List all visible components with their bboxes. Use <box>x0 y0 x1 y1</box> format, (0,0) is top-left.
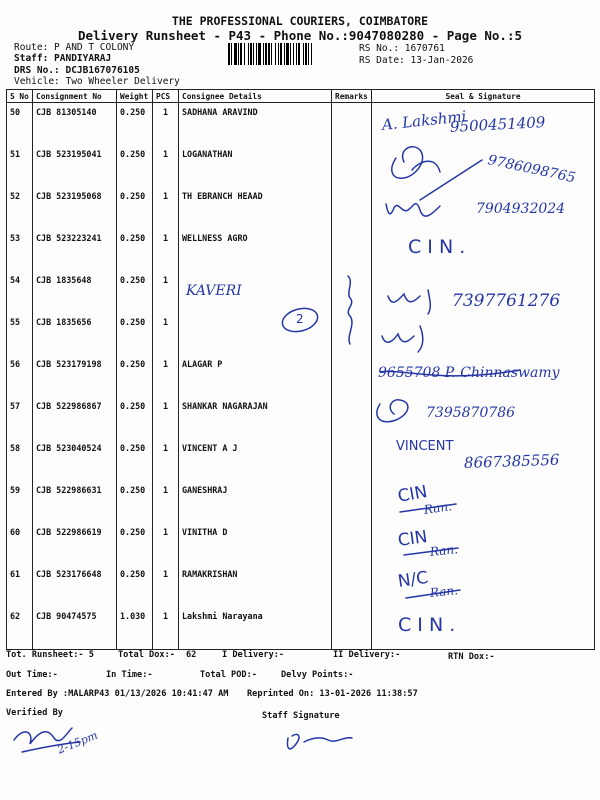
col-remarks-header: Remarks <box>332 90 372 103</box>
weight-cell: 0.250 <box>117 397 153 439</box>
pcs-cell: 1 <box>153 481 179 523</box>
consignment-cell: CJB 523040524 <box>33 439 117 481</box>
remarks-cell <box>332 439 372 481</box>
phone-r56: 9655708 P. Chinnaswamy <box>378 365 560 381</box>
rs-date: RS Date: 13-Jan-2026 <box>359 55 474 66</box>
barcode-bar <box>311 43 312 65</box>
barcode-bar <box>268 43 270 65</box>
sno-cell: 57 <box>7 397 33 439</box>
signature-r50: A. Lakshmi <box>381 107 468 134</box>
barcode-bar <box>256 43 257 65</box>
table-row <box>7 229 595 271</box>
rtn-dox: RTN Dox:- <box>448 652 495 662</box>
note-r53: C I N . <box>408 236 466 258</box>
remarks-cell <box>332 397 372 439</box>
sno-cell: 62 <box>7 607 33 650</box>
pcs-cell: 1 <box>153 313 179 355</box>
staff-signature-label: Staff Signature <box>262 711 340 721</box>
sno-cell: 61 <box>7 565 33 607</box>
weight-cell: 0.250 <box>117 439 153 481</box>
phone-r51: 9786098765 <box>486 152 577 187</box>
sno-cell: 58 <box>7 439 33 481</box>
barcode-bar <box>265 43 267 65</box>
barcode-bar <box>231 43 232 65</box>
consignment-cell: CJB 523176648 <box>33 565 117 607</box>
weight-cell: 0.250 <box>117 103 153 146</box>
table-row <box>7 565 595 607</box>
col-weight-header: Weight <box>117 90 153 103</box>
consignment-cell: CJB 523179198 <box>33 355 117 397</box>
sno-cell: 50 <box>7 103 33 146</box>
consignee-cell: WELLNESS AGRO <box>179 229 332 271</box>
drs-number: DRS No.: DCJB167076105 <box>14 65 140 76</box>
sno-cell: 54 <box>7 271 33 313</box>
name-r58: VINCENT <box>396 439 454 454</box>
consignee-cell: SHANKAR NAGARAJAN <box>179 397 332 439</box>
remarks-cell <box>332 355 372 397</box>
note-r59-b: Ran. <box>423 499 453 517</box>
barcode-bar <box>238 43 239 65</box>
pcs-cell: 1 <box>153 187 179 229</box>
barcode-bar <box>253 43 254 65</box>
pcs-cell: 1 <box>153 355 179 397</box>
ii-delivery: II Delivery:- <box>333 650 401 660</box>
remarks-cell <box>332 313 372 355</box>
barcode-bar <box>271 43 272 65</box>
consignee-cell <box>179 313 332 355</box>
i-delivery: I Delivery:- <box>222 650 285 660</box>
consignment-cell: CJB 523195041 <box>33 145 117 187</box>
delvy-points: Delvy Points:- <box>281 670 354 680</box>
remarks-cell <box>332 271 372 313</box>
consignment-cell: CJB 1835648 <box>33 271 117 313</box>
sno-cell: 55 <box>7 313 33 355</box>
table-row <box>7 607 595 650</box>
weight-cell: 0.250 <box>117 145 153 187</box>
pcs-cell: 1 <box>153 103 179 146</box>
note-r59: CIN <box>396 482 429 507</box>
note-r62: C I N . <box>398 614 456 636</box>
barcode-bar <box>303 43 304 65</box>
weight-cell: 0.250 <box>117 313 153 355</box>
note-r61: N/C <box>396 567 430 592</box>
weight-cell: 0.250 <box>117 355 153 397</box>
barcode-bar <box>228 43 230 65</box>
pcs-cell: 1 <box>153 565 179 607</box>
barcode-bar <box>293 43 294 65</box>
note-r60: CIN <box>396 526 429 551</box>
barcode-bar <box>305 43 307 65</box>
barcode-bar <box>250 43 252 65</box>
company-title: THE PROFESSIONAL COURIERS, COIMBATORE <box>171 14 429 28</box>
remarks-cell <box>332 481 372 523</box>
barcode-bar <box>290 43 291 65</box>
sno-cell: 60 <box>7 523 33 565</box>
consignee-cell: GANESHRAJ <box>179 481 332 523</box>
barcode-bar <box>308 43 309 65</box>
remarks-cell <box>332 565 372 607</box>
remarks-cell <box>332 523 372 565</box>
sno-cell: 59 <box>7 481 33 523</box>
consignment-cell: CJB 522986619 <box>33 523 117 565</box>
barcode-bar <box>278 43 279 65</box>
barcode-bar <box>240 43 242 65</box>
weight-cell: 0.250 <box>117 229 153 271</box>
barcode-bar <box>258 43 261 65</box>
circled-count: 2 <box>296 312 304 326</box>
col-consignee-header: Consignee Details <box>179 90 332 103</box>
remarks-cell <box>332 103 372 146</box>
consignee-cell: VINCENT A J <box>179 439 332 481</box>
weight-cell: 0.250 <box>117 481 153 523</box>
phone-r52: 7904932024 <box>476 201 566 217</box>
weight-cell: 0.250 <box>117 271 153 313</box>
consignment-cell: CJB 523223241 <box>33 229 117 271</box>
consignment-cell: CJB 90474575 <box>33 607 117 650</box>
signature-cell <box>372 313 595 355</box>
consignee-cell: SADHANA ARAVIND <box>179 103 332 146</box>
table-header-row <box>7 90 595 103</box>
staff-signature <box>287 734 352 748</box>
pcs-cell: 1 <box>153 439 179 481</box>
sno-cell: 53 <box>7 229 33 271</box>
pcs-cell: 1 <box>153 397 179 439</box>
consignment-cell: CJB 522986867 <box>33 397 117 439</box>
barcode-bar <box>286 43 289 65</box>
consignment-cell: CJB 522986631 <box>33 481 117 523</box>
consignment-cell: CJB 523195068 <box>33 187 117 229</box>
pcs-cell: 1 <box>153 607 179 650</box>
phone-r54: 7397761276 <box>452 291 561 311</box>
barcode-bar <box>284 43 285 65</box>
pcs-cell: 1 <box>153 229 179 271</box>
total-dox-value: 62 <box>186 650 197 660</box>
verified-by-label: Verified By <box>6 708 63 718</box>
barcode-bar <box>263 43 264 65</box>
weight-cell: 0.250 <box>117 523 153 565</box>
sno-cell: 52 <box>7 187 33 229</box>
rs-number: RS No.: 1670761 <box>359 43 445 54</box>
consignment-cell: CJB 1835656 <box>33 313 117 355</box>
entered-by: Entered By :MALARP43 01/13/2026 10:41:47 AM <box>6 689 229 699</box>
consignee-cell: TH EBRANCH HEAAD <box>179 187 332 229</box>
sno-cell: 56 <box>7 355 33 397</box>
barcode-bar <box>296 43 297 65</box>
phone-r50: 9500451409 <box>449 113 546 136</box>
consignee-cell: LOGANATHAN <box>179 145 332 187</box>
col-pcs-header: PCS <box>153 90 179 103</box>
col-sno-header: S No <box>7 90 33 103</box>
table-row <box>7 523 595 565</box>
col-consignment-header: Consignment No <box>33 90 117 103</box>
total-dox-label: Total Dox:- <box>118 650 175 660</box>
phone-r58: 8667385556 <box>463 450 560 472</box>
barcode-bar <box>244 43 245 65</box>
tot-runsheet: Tot. Runsheet:- 5 <box>6 650 94 660</box>
weight-cell: 1.030 <box>117 607 153 650</box>
barcode-bar <box>280 43 282 65</box>
in-time: In Time:- <box>106 670 153 680</box>
verified-note: 2-15pm <box>55 728 100 757</box>
consignee-cell: VINITHA D <box>179 523 332 565</box>
consignee-cell: Lakshmi Narayana <box>179 607 332 650</box>
barcode-bar <box>275 43 276 65</box>
total-pod: Total POD:- <box>200 670 257 680</box>
runsheet-subtitle: Delivery Runsheet - P43 - Phone No.:9047080280 - Page No.:5 <box>77 28 522 43</box>
staff-text: Staff: PANDIYARAJ <box>14 53 112 64</box>
consignee-cell: ALAGAR P <box>179 355 332 397</box>
remarks-cell <box>332 607 372 650</box>
note-r61-b: Ran. <box>429 583 459 600</box>
remarks-cell <box>332 229 372 271</box>
name-r54: KAVERI <box>186 283 242 299</box>
barcode-bar <box>248 43 249 65</box>
route-text: Route: P AND T COLONY <box>14 42 135 53</box>
pcs-cell: 1 <box>153 145 179 187</box>
sno-cell: 51 <box>7 145 33 187</box>
consignment-cell: CJB 81305140 <box>33 103 117 146</box>
weight-cell: 0.250 <box>117 565 153 607</box>
weight-cell: 0.250 <box>117 187 153 229</box>
note-r60-b: Ran. <box>429 542 459 559</box>
signature-cell <box>372 229 595 271</box>
out-time: Out Time:- <box>6 670 58 680</box>
remarks-cell <box>332 187 372 229</box>
barcode-bar <box>234 43 237 65</box>
remarks-cell <box>332 145 372 187</box>
pcs-cell: 1 <box>153 523 179 565</box>
barcode <box>228 43 352 65</box>
barcode-bar <box>298 43 300 65</box>
consignee-cell: RAMAKRISHAN <box>179 565 332 607</box>
phone-r57: 7395870786 <box>426 405 516 421</box>
table-row <box>7 481 595 523</box>
pcs-cell: 1 <box>153 271 179 313</box>
vehicle-text: Vehicle: Two Wheeler Delivery <box>14 76 180 87</box>
reprinted-on: Reprinted On: 13-01-2026 11:38:57 <box>247 689 418 699</box>
col-seal-signature-header: Seal & Signature <box>372 90 595 103</box>
